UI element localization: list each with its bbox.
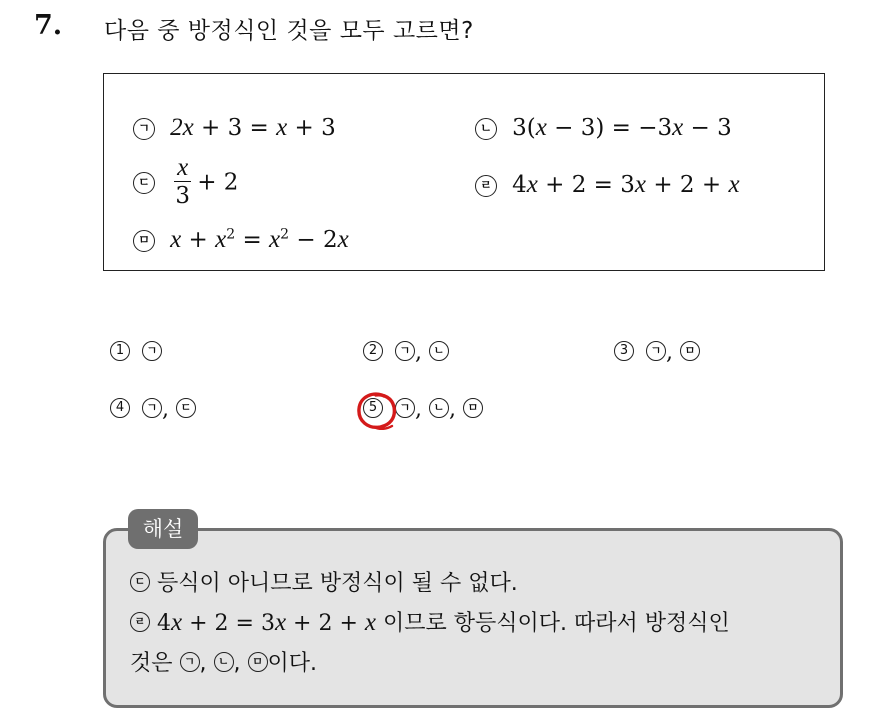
choice-answer-marker: ㄱ bbox=[142, 398, 162, 418]
option-marker: ㄷ bbox=[133, 172, 155, 194]
explanation-line-3: 것은 ㄱ , ㄴ , ㅁ 이다. bbox=[130, 651, 318, 676]
explanation-marker: ㄷ bbox=[130, 572, 150, 592]
explanation-marker: ㅁ bbox=[248, 652, 268, 672]
option-marker: ㄱ bbox=[133, 118, 155, 140]
choice-number: 4 bbox=[110, 398, 130, 418]
option-expression: 4x + 2 = 3x + 2 + x bbox=[512, 171, 740, 198]
choice-number: 5 bbox=[363, 398, 383, 418]
option-expression: $x + x^2 = x^2 - 2x$ bbox=[170, 226, 349, 253]
explanation-tag: 해설 bbox=[128, 509, 198, 549]
explanation-marker: ㄱ bbox=[180, 652, 200, 672]
explanation-expression: 4x + 2 = 3x + 2 + x bbox=[157, 609, 377, 636]
option-c bbox=[133, 155, 238, 210]
choice-answer-marker: ㄱ bbox=[646, 341, 666, 361]
fraction-numerator: x bbox=[174, 155, 191, 182]
choice-4[interactable]: 4 ㄱ , ㄷ bbox=[110, 397, 196, 422]
option-fraction bbox=[174, 155, 191, 210]
choice-2[interactable]: 2 ㄱ , ㄴ bbox=[363, 340, 449, 365]
choice-answer-marker: ㄱ bbox=[142, 341, 162, 361]
choice-1[interactable] bbox=[110, 340, 162, 365]
explanation-marker: ㄴ bbox=[214, 652, 234, 672]
explanation-text: 이므로 항등식이다. 따라서 방정식인 bbox=[383, 611, 730, 636]
choice-answer-marker: ㅁ bbox=[463, 398, 483, 418]
option-marker: ㄴ bbox=[475, 118, 497, 140]
question-text: 다음 중 방정식인 것을 모두 고르면? bbox=[104, 18, 474, 44]
option-rest: + 2 bbox=[197, 169, 239, 196]
choice-answer-marker: ㄷ bbox=[176, 398, 196, 418]
choice-answer-marker: ㅁ bbox=[680, 341, 700, 361]
option-marker: ㄹ bbox=[475, 175, 497, 197]
choice-number: 1 bbox=[110, 341, 130, 361]
choice-answer-marker: ㄴ bbox=[429, 341, 449, 361]
explanation-line-1 bbox=[130, 566, 518, 597]
choice-answer-marker: ㄴ bbox=[429, 398, 449, 418]
explanation-text: 등식이 아니므로 방정식이 될 수 없다. bbox=[157, 571, 518, 596]
explanation-text-end: 이다. bbox=[267, 651, 318, 676]
explanation-line-2 bbox=[130, 606, 730, 637]
choice-number: 2 bbox=[363, 341, 383, 361]
fraction-denominator: 3 bbox=[175, 183, 190, 209]
question-number: 7. bbox=[34, 10, 63, 41]
option-d bbox=[475, 171, 740, 199]
explanation-marker: ㄹ bbox=[130, 612, 150, 632]
choice-5[interactable]: 5 ㄱ , ㄴ , ㅁ bbox=[363, 397, 483, 422]
choice-answer-marker: ㄱ bbox=[395, 398, 415, 418]
option-marker: ㅁ bbox=[133, 230, 155, 252]
selected-answer-mark bbox=[354, 390, 402, 432]
choice-answer-marker: ㄱ bbox=[395, 341, 415, 361]
choice-3[interactable]: 3 ㄱ , ㅁ bbox=[614, 340, 700, 365]
choice-number: 3 bbox=[614, 341, 634, 361]
option-e bbox=[133, 226, 349, 254]
option-a bbox=[133, 114, 336, 142]
option-expression: 3(x − 3) = −3x − 3 bbox=[512, 114, 732, 141]
option-expression: 2x + 3 = x + 3 bbox=[170, 114, 336, 141]
option-b bbox=[475, 114, 732, 142]
explanation-text: 것은 bbox=[130, 651, 173, 676]
